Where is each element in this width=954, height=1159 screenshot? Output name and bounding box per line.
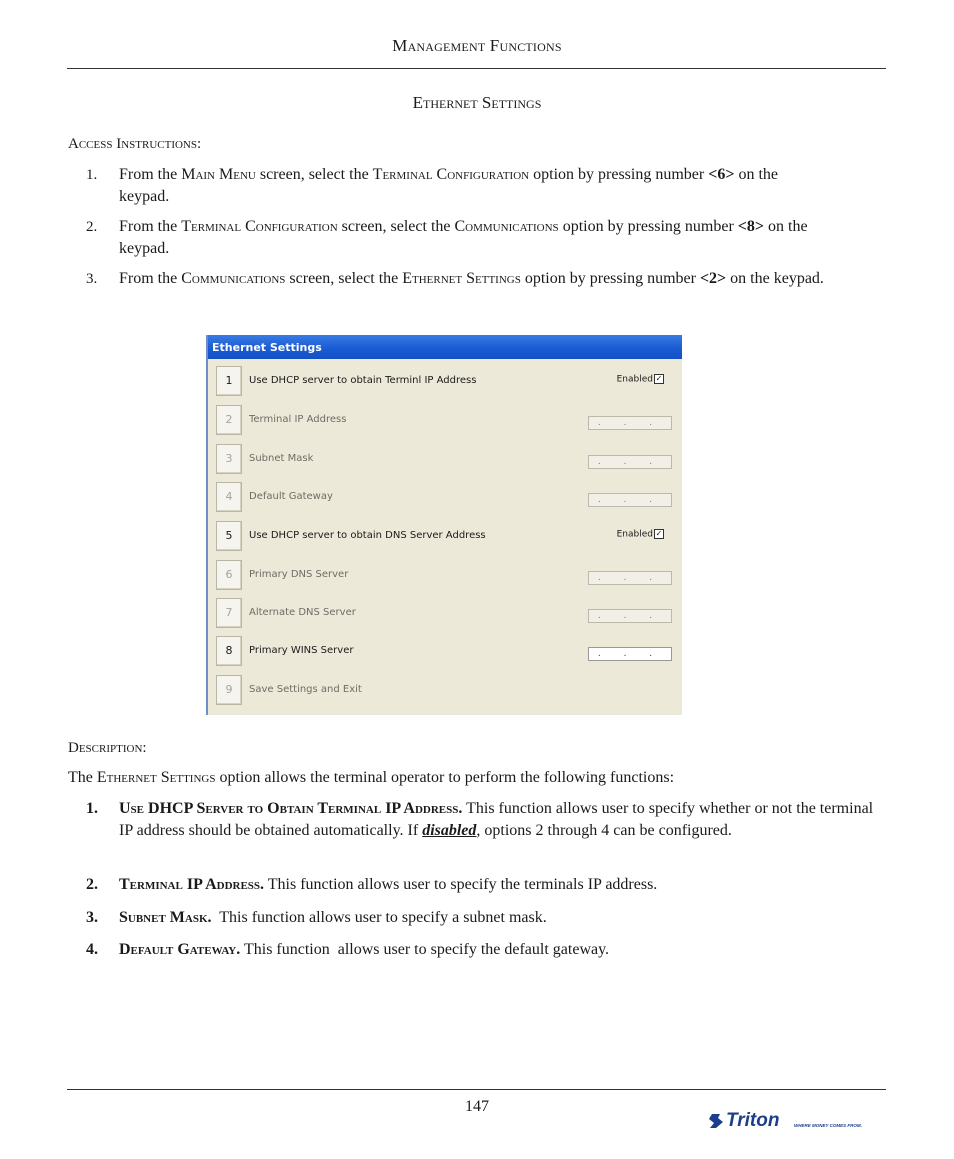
ip-address-field: . . . [588, 455, 672, 469]
function-item-2: 2. Terminal IP Address. This function allows user to specify the terminals IP address. [86, 876, 658, 893]
running-header: Management Functions [392, 36, 562, 55]
menu-name: Terminal Configuration [372, 166, 530, 183]
triton-logo [708, 1108, 878, 1132]
menu-name: Ethernet Settings [402, 270, 521, 287]
key-code: <8> [737, 218, 765, 235]
option-label: Primary DNS Server [249, 569, 349, 580]
option-row-primary-dns [216, 560, 676, 592]
description-heading: Description: [68, 740, 147, 756]
function-title: Default Gateway. [119, 941, 241, 958]
description-intro: The Ethernet Settings option allows the terminal operator to perform the following functions: [68, 769, 675, 786]
logo-mark-icon [709, 1114, 723, 1128]
key-button-9: 9 [216, 675, 242, 705]
section-title: Ethernet Settings [412, 93, 542, 112]
checkmark-icon: ✓ [655, 529, 663, 538]
page-number: 147 [465, 1098, 489, 1115]
checkmark-icon: ✓ [655, 374, 663, 383]
emphasis-disabled: disabled [422, 822, 477, 839]
option-row-terminal-ip [216, 405, 676, 437]
menu-name: Main Menu [181, 166, 256, 183]
option-row-save-exit [216, 675, 676, 707]
key-button-3: 3 [216, 444, 242, 474]
ethernet-settings-screen [206, 335, 682, 715]
ip-address-field: . . . [588, 609, 672, 623]
ip-address-field: . . . [588, 416, 672, 430]
option-row-dhcp-dns[interactable] [216, 521, 676, 553]
logo-wordmark: Triton [726, 1110, 780, 1131]
key-code: <6> [708, 166, 735, 183]
key-button-6: 6 [216, 560, 242, 590]
access-step-3: 3. From the Communications screen, select the Ethernet Settings option by pressing number <2> on the keypad. [86, 268, 826, 290]
logo-tagline: WHERE MONEY COMES FROM. [794, 1123, 862, 1128]
access-step-1: 1. From the Main Menu screen, select the Terminal Configuration option by pressing number <6> on the keypad. [86, 166, 778, 205]
ip-address-field: . . . [588, 493, 672, 507]
enabled-checkbox[interactable]: Enabled ✓ [616, 374, 663, 385]
key-button-1[interactable]: 1 [216, 366, 242, 396]
key-code: <2> [699, 270, 727, 287]
option-label: Alternate DNS Server [249, 607, 356, 618]
option-row-primary-wins[interactable] [216, 636, 676, 668]
step-number: 1. [86, 167, 98, 183]
access-instructions-heading: Access Instructions: [68, 136, 202, 152]
screen-title-bar: Ethernet Settings [208, 335, 682, 359]
option-label: Use DHCP server to obtain Terminl IP Address [249, 375, 477, 386]
menu-name: Terminal Configuration [181, 218, 338, 235]
step-number: 2. [86, 219, 98, 235]
option-label: Save Settings and Exit [249, 684, 362, 695]
function-item-4: 4. Default Gateway. This function allows user to specify the default gateway. [86, 941, 610, 958]
function-title: Subnet Mask. [119, 909, 212, 926]
function-title: Terminal IP Address. [119, 876, 265, 893]
header-rule [67, 68, 886, 69]
enabled-checkbox[interactable]: Enabled ✓ [616, 529, 663, 540]
option-label: Primary WINS Server [249, 645, 354, 656]
ip-address-field: . . . [588, 571, 672, 585]
function-item-3: 3. Subnet Mask. This function allows user to specify a subnet mask. [86, 909, 547, 926]
step-number: 3. [86, 271, 98, 287]
option-label: Default Gateway [249, 491, 333, 502]
menu-name: Communications [454, 218, 559, 235]
access-step-2: 2. From the Terminal Configuration screen, select the Communications option by pressing number <8> on the keypad. [86, 218, 808, 257]
key-button-7: 7 [216, 598, 242, 628]
option-label: Subnet Mask [249, 453, 314, 464]
footer-rule [67, 1089, 886, 1090]
key-button-5[interactable]: 5 [216, 521, 242, 551]
option-row-dhcp-ip[interactable] [216, 366, 676, 398]
key-button-4: 4 [216, 482, 242, 512]
option-row-default-gateway [216, 482, 676, 514]
function-item-1: 1. Use DHCP Server to Obtain Terminal IP Address. This function allows user to specify whether or not the terminal IP address should be obtained automatically. If disabled, options 2 through 4 can be configured. [86, 800, 874, 839]
ip-address-field[interactable]: . . . [588, 647, 672, 661]
key-button-2: 2 [216, 405, 242, 435]
option-label: Terminal IP Address [249, 414, 347, 425]
option-row-subnet-mask [216, 444, 676, 476]
function-title: Use DHCP Server to Obtain Terminal IP Address. [119, 800, 463, 817]
option-label: Use DHCP server to obtain DNS Server Address [249, 530, 486, 541]
option-row-alternate-dns [216, 598, 676, 630]
key-button-8[interactable]: 8 [216, 636, 242, 666]
menu-name: Communications [181, 270, 286, 287]
